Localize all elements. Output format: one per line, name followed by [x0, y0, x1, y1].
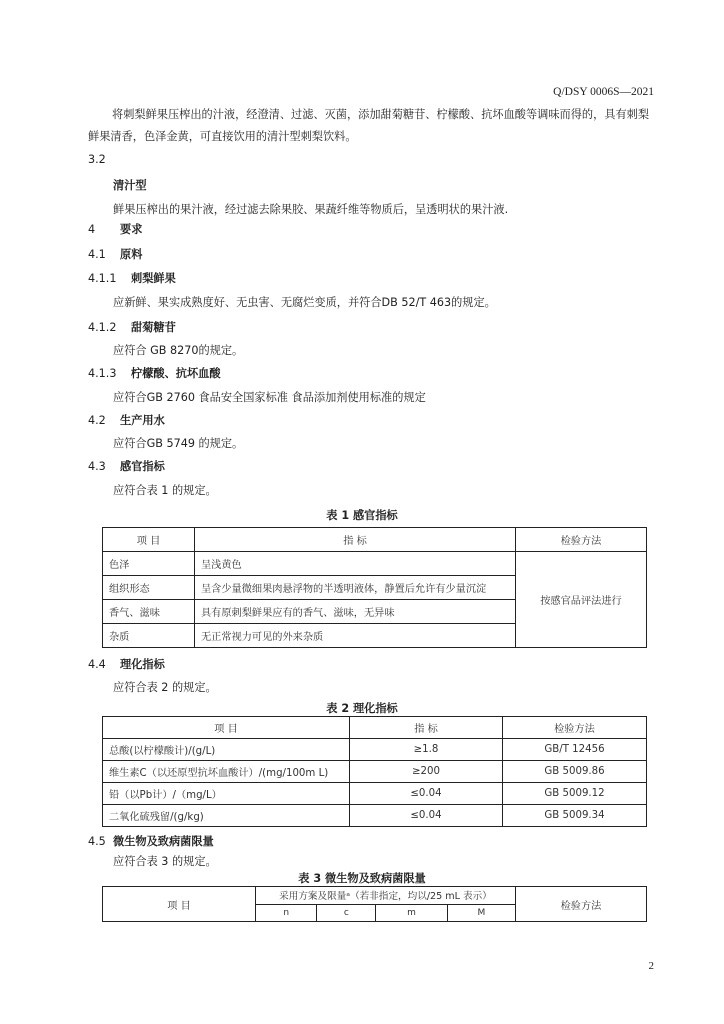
table-cell: 维生素C（以还原型抗坏血酸计）/(mg/100m L)	[103, 761, 350, 783]
table-header: 采用方案及限量ᵃ（若非指定，均以/25 mL 表示）	[256, 887, 516, 905]
section-4-2-heading	[88, 412, 165, 428]
section-number: 4.4	[88, 658, 106, 671]
table-row	[103, 783, 647, 805]
section-title: 甜菊糖苷	[131, 321, 176, 334]
section-4-5-heading	[88, 833, 214, 849]
table-header: 项 目	[103, 717, 350, 739]
table-subheader: M	[447, 904, 515, 922]
table-cell: GB/T 12456	[503, 739, 647, 761]
table-subheader: c	[317, 904, 376, 922]
section-title: 刺梨鲜果	[131, 272, 176, 285]
table-header: 检验方法	[503, 717, 647, 739]
section-number: 4.1.1	[88, 272, 117, 285]
section-4-4-heading	[88, 656, 165, 672]
table-header: 项 目	[103, 528, 195, 552]
section-4-1-2-text: 应符合 GB 8270的规定。	[113, 344, 244, 357]
table-cell: 香气、滋味	[103, 600, 195, 624]
section-number: 4.5	[88, 835, 106, 848]
table-subheader: n	[256, 904, 317, 922]
section-title: 微生物及致病菌限量	[113, 835, 214, 848]
section-4-1-2-heading	[88, 319, 176, 335]
section-3-2-definition: 鲜果压榨出的果汁液，经过滤去除果胶、果蔬纤维等物质后，呈透明状的果汁液.	[113, 203, 509, 216]
section-number: 4.2	[88, 414, 106, 427]
table-subheader: m	[376, 904, 447, 922]
section-title: 原料	[120, 248, 143, 261]
section-4-5-text: 应符合表 3 的规定。	[113, 855, 217, 868]
table-1-caption: 表 1 感官指标	[326, 509, 398, 522]
table-cell: 色泽	[103, 552, 195, 576]
table-row	[103, 805, 647, 827]
table-3-microbial	[102, 886, 647, 922]
section-title: 柠檬酸、抗坏血酸	[131, 367, 221, 380]
table-cell: 具有原刺梨鲜果应有的香气、滋味，无异味	[195, 600, 516, 624]
section-number: 4.1	[88, 248, 106, 261]
section-title: 理化指标	[120, 658, 165, 671]
table-cell: 呈含少量微细果肉悬浮物的半透明液体，静置后允许有少量沉淀	[195, 576, 516, 600]
table-cell: 无正常视力可见的外来杂质	[195, 624, 516, 648]
table-header: 检验方法	[516, 887, 647, 922]
section-title: 要求	[120, 223, 143, 236]
section-4-1-3-heading	[88, 365, 221, 381]
table-cell: GB 5009.34	[503, 805, 647, 827]
section-4-heading	[88, 221, 142, 237]
table-cell: 二氧化硫残留/(g/kg)	[103, 805, 350, 827]
table-cell: 铅（以Pb计）/（mg/L）	[103, 783, 350, 805]
table-header: 指 标	[195, 528, 516, 552]
intro-paragraph: 将刺梨鲜果压榨出的汁液，经澄清、过滤、灭菌，添加甜菊糖苷、柠檬酸、抗坏血酸等调味而得的，具有刺梨鲜果清香，色泽金黄，可直接饮用的清汁型刺梨饮料。	[88, 108, 650, 143]
section-4-2-text: 应符合GB 5749 的规定。	[113, 437, 244, 450]
table-cell: 组织形态	[103, 576, 195, 600]
table-cell: 杂质	[103, 624, 195, 648]
table-row	[103, 761, 647, 783]
table-cell: 呈浅黄色	[195, 552, 516, 576]
table-cell: GB 5009.12	[503, 783, 647, 805]
section-4-1-heading	[88, 246, 142, 262]
section-title: 生产用水	[120, 414, 165, 427]
table-cell: ≥200	[350, 761, 503, 783]
section-number: 4.3	[88, 460, 106, 473]
section-4-1-3-text: 应符合GB 2760 食品安全国家标准 食品添加剂使用标准的规定	[113, 391, 426, 404]
table-2-physicochemical	[102, 716, 647, 827]
section-4-1-1-text: 应新鲜、果实成熟度好、无虫害、无腐烂变质，并符合DB 52/T 463的规定。	[113, 296, 496, 309]
table-2-caption: 表 2 理化指标	[326, 702, 398, 715]
table-cell: GB 5009.86	[503, 761, 647, 783]
table-cell: 总酸(以柠檬酸计)/(g/L)	[103, 739, 350, 761]
table-cell-method: 按感官品评法进行	[516, 552, 647, 648]
table-1-sensory	[102, 527, 647, 648]
table-cell: ≤0.04	[350, 783, 503, 805]
table-header: 检验方法	[516, 528, 647, 552]
section-4-3-text: 应符合表 1 的规定。	[113, 484, 217, 497]
table-header: 项 目	[103, 887, 256, 922]
section-number: 4	[88, 223, 96, 236]
table-3-caption: 表 3 微生物及致病菌限量	[298, 872, 426, 885]
table-cell: ≥1.8	[350, 739, 503, 761]
table-cell: ≤0.04	[350, 805, 503, 827]
table-header: 指 标	[350, 717, 503, 739]
section-title: 感官指标	[120, 460, 165, 473]
section-4-1-1-heading	[88, 270, 176, 286]
table-row	[103, 739, 647, 761]
document-code: Q/DSY 0006S—2021	[553, 86, 654, 98]
section-3-2-number: 3.2	[88, 153, 106, 166]
page-number: 2	[648, 960, 654, 972]
table-row	[103, 552, 647, 576]
section-number: 4.1.2	[88, 321, 117, 334]
section-number: 4.1.3	[88, 367, 117, 380]
section-4-3-heading	[88, 458, 165, 474]
section-4-4-text: 应符合表 2 的规定。	[113, 681, 217, 694]
section-3-2-term: 清汁型	[113, 179, 147, 192]
